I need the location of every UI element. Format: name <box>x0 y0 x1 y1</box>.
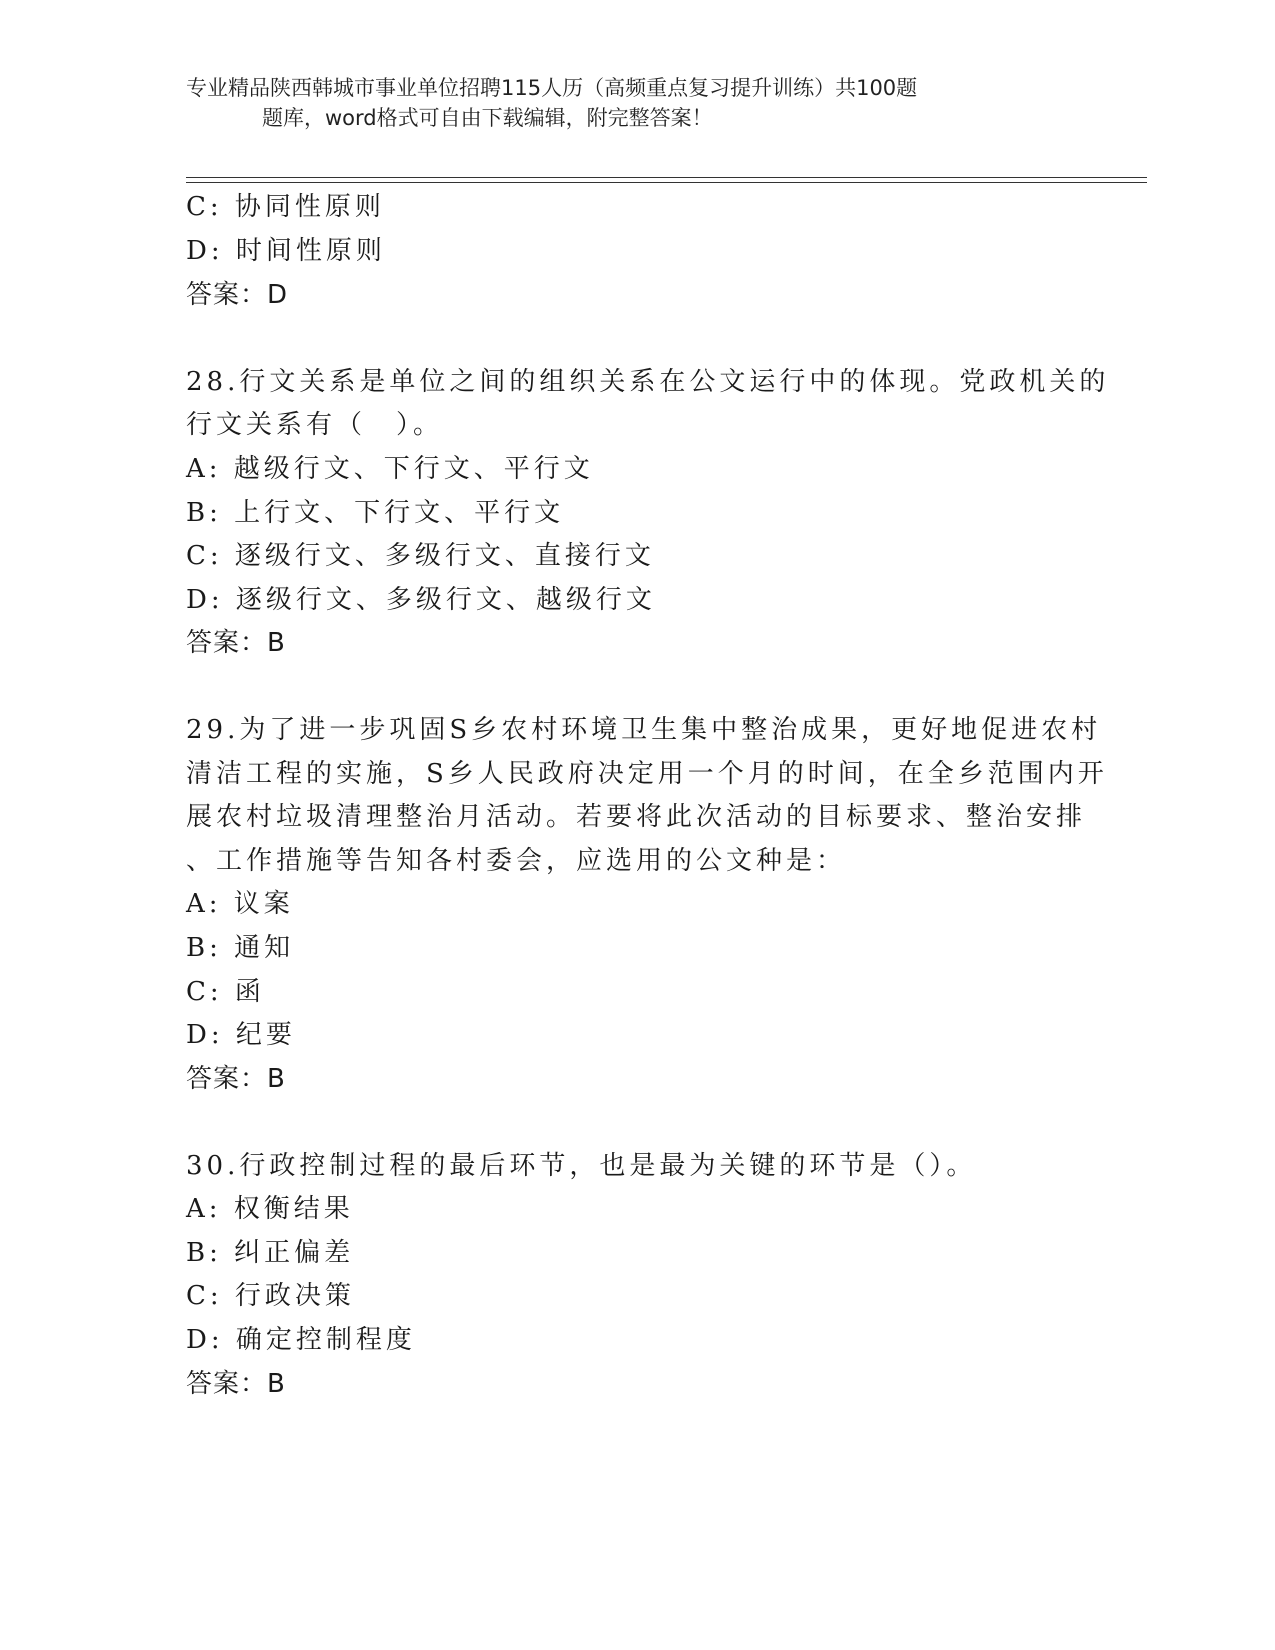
q28-stem-line-2: 行文关系有（ ）。 <box>186 410 444 440</box>
q27-option-c: C: 协同性原则 <box>186 192 385 222</box>
q30-stem-line-1: 30.行政控制过程的最后环节，也是最为关键的环节是（）。 <box>186 1151 977 1181</box>
q29-stem-line-4: 、工作措施等告知各村委会，应选用的公文种是： <box>186 846 847 876</box>
document-header <box>186 73 1076 133</box>
q29-option-c: C: 函 <box>186 977 265 1007</box>
q28-answer: 答案：B <box>186 628 286 658</box>
q29-option-b: B: 通知 <box>186 933 295 963</box>
q30-option-b: B: 纠正偏差 <box>186 1238 355 1268</box>
q30-option-c: C: 行政决策 <box>186 1281 355 1311</box>
q29-stem-line-3: 展农村垃圾清理整治月活动。若要将此次活动的目标要求、整治安排 <box>186 802 1087 832</box>
q28-option-a: A: 越级行文、下行文、平行文 <box>186 454 594 484</box>
q29-stem-line-1: 29.为了进一步巩固S乡农村环境卫生集中整治成果，更好地促进农村 <box>186 715 1102 745</box>
header-divider-thin <box>186 182 1147 183</box>
q30-answer: 答案：B <box>186 1369 286 1399</box>
q28-option-c: C: 逐级行文、多级行文、直接行文 <box>186 541 655 571</box>
q30-option-d: D: 确定控制程度 <box>186 1325 416 1355</box>
header-title-line-2: 题库，word格式可自由下载编辑，附完整答案！ <box>262 106 713 130</box>
header-divider-thick <box>186 177 1147 178</box>
q27-answer: 答案：D <box>186 280 289 310</box>
q28-option-d: D: 逐级行文、多级行文、越级行文 <box>186 585 656 615</box>
q27-option-d: D: 时间性原则 <box>186 236 386 266</box>
q29-stem-line-2: 清洁工程的实施，S乡人民政府决定用一个月的时间，在全乡范围内开 <box>186 759 1108 789</box>
q28-stem-line-1: 28.行文关系是单位之间的组织关系在公文运行中的体现。党政机关的 <box>186 367 1110 397</box>
q30-option-a: A: 权衡结果 <box>186 1194 354 1224</box>
header-title-line-1: 专业精品陕西韩城市事业单位招聘115人历（高频重点复习提升训练）共100题 <box>186 76 918 100</box>
q28-option-b: B: 上行文、下行文、平行文 <box>186 498 565 528</box>
q29-option-a: A: 议案 <box>186 889 294 919</box>
q29-option-d: D: 纪要 <box>186 1020 296 1050</box>
q29-answer: 答案：B <box>186 1064 286 1094</box>
